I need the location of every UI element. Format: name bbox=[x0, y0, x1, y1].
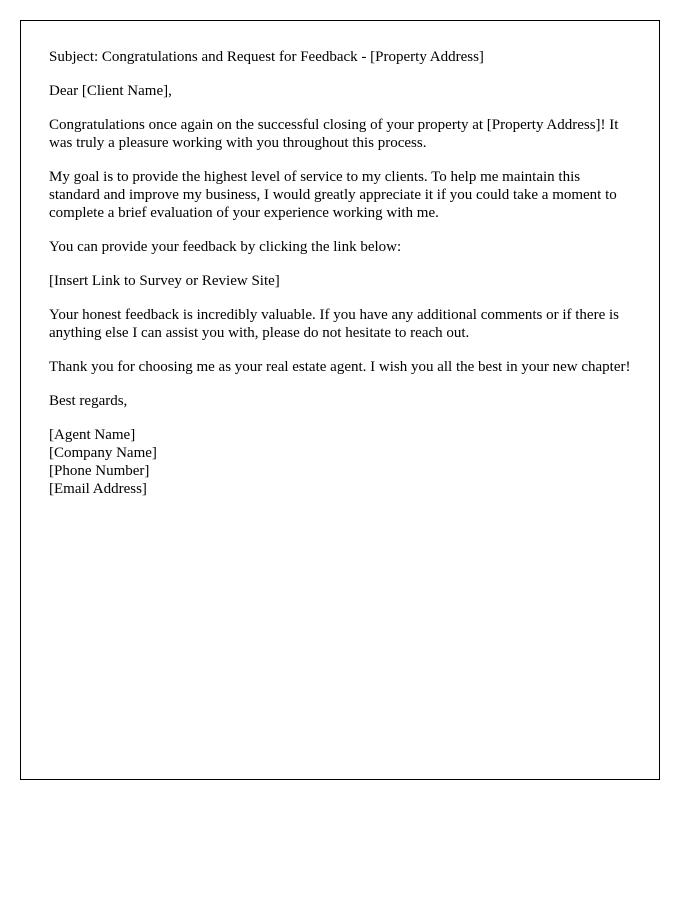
paragraph-feedback-instructions: You can provide your feedback by clicking the link below: bbox=[49, 239, 402, 255]
paragraph-value: Your honest feedback is incredibly valuable. If you have any additional comments or if there is anything else I can assist you with, please do not hesitate to reach out. bbox=[49, 307, 619, 341]
signature-block bbox=[49, 426, 633, 498]
paragraph-thanks: Thank you for choosing me as your real estate agent. I wish you all the best in your new chapter! bbox=[49, 359, 631, 375]
company-name: [Company Name] bbox=[49, 445, 157, 461]
closing: Best regards, bbox=[49, 393, 128, 409]
greeting: Dear [Client Name], bbox=[49, 83, 172, 99]
subject-line: Subject: Congratulations and Request for Feedback - [Property Address] bbox=[49, 49, 484, 65]
letter-page bbox=[20, 20, 660, 780]
paragraph-congratulations: Congratulations once again on the successful closing of your property at [Property Address]! It was truly a pleasure working with you throughout this process. bbox=[49, 117, 619, 151]
phone-number: [Phone Number] bbox=[49, 463, 150, 479]
letter-body bbox=[49, 48, 633, 498]
email-address: [Email Address] bbox=[49, 481, 147, 497]
agent-name: [Agent Name] bbox=[49, 427, 136, 443]
survey-link-placeholder[interactable]: [Insert Link to Survey or Review Site] bbox=[49, 273, 280, 289]
paragraph-goal: My goal is to provide the highest level of service to my clients. To help me maintain this standard and improve my business, I would greatly appreciate it if you could take a moment to complete a brief evaluation of your experience working with me. bbox=[49, 169, 617, 221]
